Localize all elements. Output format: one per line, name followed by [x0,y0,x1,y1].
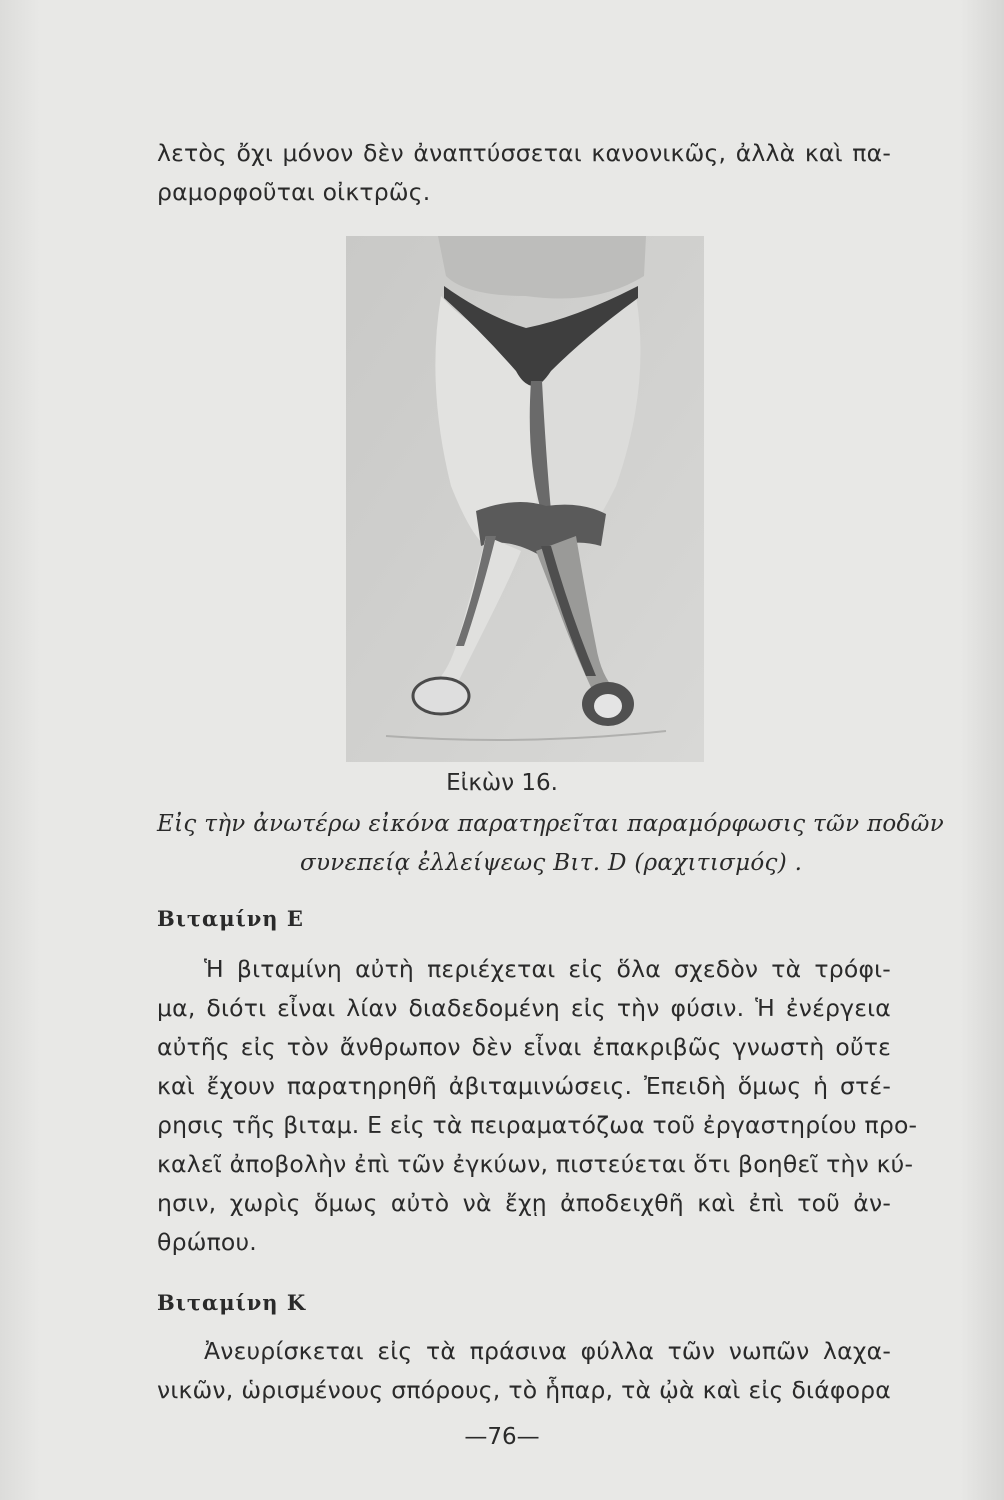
page-number: —76— [464,1424,540,1450]
figure-caption-line: Εἰς τὴν ἀνωτέρω εἰκόνα παρατηρεῖται παραμόρφωσις τῶν ποδῶν [157,811,945,837]
body-text-line: ρησις τῆς βιταμ. Ε εἰς τὰ πειραματόζωα τοῦ ἐργαστηρίου προ- [157,1111,918,1139]
legs-illustration [346,236,704,762]
body-text-line: λετὸς ὄχι μόνον δὲν ἀναπτύσσεται κανονικῶς, ἀλλὰ καὶ πα- [157,139,891,167]
body-text-line: καλεῖ ἀποβολὴν ἐπὶ τῶν ἐγκύων, πιστεύεται ὅτι βοηθεῖ τὴν κύ- [157,1150,914,1178]
figure-caption-line: συνεπείᾳ ἐλλείψεως Βιτ. D (ραχιτισμός) . [300,850,803,876]
body-text-line: μα, διότι εἶναι λίαν διαδεδομένη εἰς τὴν φύσιν. Ἡ ἐνέργεια [157,994,891,1022]
figure-title: Εἰκὼν 16. [446,770,558,796]
rickets-legs-photograph [346,236,704,762]
section-heading-vitamin-e: Βιταμίνη Ε [157,906,304,931]
body-text-line: νικῶν, ὡρισμένους σπόρους, τὸ ἧπαρ, τὰ ᾠὰ καὶ εἰς διάφορα [157,1376,891,1404]
body-text-line: Ἀνευρίσκεται εἰς τὰ πράσινα φύλλα τῶν νωπῶν λαχα- [204,1337,891,1365]
body-text-line: Ἡ βιταμίνη αὐτὴ περιέχεται εἰς ὅλα σχεδὸν τὰ τρόφι- [204,955,891,983]
section-heading-vitamin-k: Βιταμίνη Κ [157,1290,307,1315]
body-text-line: ησιν, χωρὶς ὅμως αὐτὸ νὰ ἔχῃ ἀποδειχθῆ καὶ ἐπὶ τοῦ ἀν- [157,1189,891,1217]
body-text-line: καὶ ἔχουν παρατηρηθῆ ἀβιταμινώσεις. Ἐπειδὴ ὅμως ἡ στέ- [157,1072,891,1100]
body-text-line: θρώπου. [157,1228,257,1256]
body-text-line: αὐτῆς εἰς τὸν ἄνθρωπον δὲν εἶναι ἐπακριβῶς γνωστὴ οὔτε [157,1033,891,1061]
body-text-line: ραμορφοῦται οἰκτρῶς. [157,178,431,206]
